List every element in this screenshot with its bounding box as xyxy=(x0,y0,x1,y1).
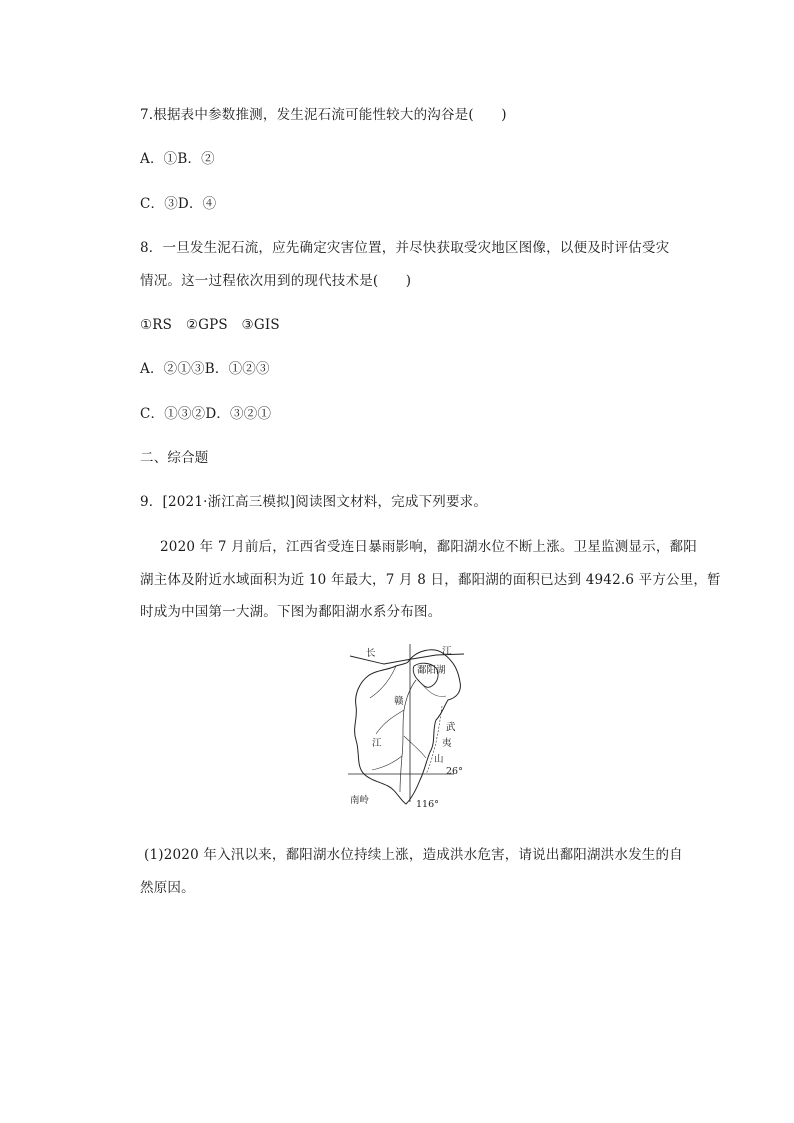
tributary-line xyxy=(372,756,402,770)
map-label-lat-26: 26° xyxy=(446,766,463,777)
q9-material-line1: 2020 年 7 月前后，江西省受连日暴雨影响，鄱阳湖水位不断上涨。卫星监测显示，鄱阳 xyxy=(160,539,697,555)
q7-stem: 7.根据表中参数推测，发生泥石流可能性较大的沟谷是( ) xyxy=(140,107,507,123)
tributary-line xyxy=(376,710,404,734)
q9-material-line3: 时成为中国第一大湖。下图为鄱阳湖水系分布图。 xyxy=(140,604,442,620)
tributary-line xyxy=(370,666,396,698)
q8-options-cd[interactable]: C．①③②D．③②① xyxy=(140,406,272,422)
map-label-lon-116: 116° xyxy=(416,799,439,810)
q8-items: ①RS ②GPS ③GIS xyxy=(140,317,280,333)
map-label-jiang-top: 江 xyxy=(442,646,452,657)
map-label-gan: 赣 xyxy=(394,696,404,707)
q8-stem-line2: 情况。这一过程依次用到的现代技术是( ) xyxy=(140,273,412,289)
map-label-yi: 夷 xyxy=(442,738,452,749)
q9-material-line2: 湖主体及附近水域面积为近 10 年最大，7 月 8 日，鄱阳湖的面积已达到 4942.6 平方公里，暂 xyxy=(140,572,721,588)
tributary-line xyxy=(422,684,446,697)
q9-sub1-line1: (1)2020 年入汛以来，鄱阳湖水位持续上涨，造成洪水危害，请说出鄱阳湖洪水发生的自 xyxy=(144,847,683,863)
q8-options-ab[interactable]: A．②①③B．①②③ xyxy=(140,361,270,377)
q9-sub1-line2: 然原因。 xyxy=(140,880,195,896)
q9-stem: 9．[2021·浙江高三模拟]阅读图文材料，完成下列要求。 xyxy=(140,494,488,510)
section-heading: 二、综合题 xyxy=(140,450,209,466)
map-label-wu: 武 xyxy=(446,722,456,733)
poyang-river-system-map xyxy=(346,640,476,812)
q7-options-ab[interactable]: A．①B．② xyxy=(140,151,215,167)
map-label-poyang-lake: 鄱阳湖 xyxy=(417,665,446,676)
map-label-jiang-mid: 江 xyxy=(372,738,382,749)
tributary-line xyxy=(404,736,426,758)
q8-stem-line1: 8．一旦发生泥石流，应先确定灾害位置，并尽快获取受灾地区图像，以便及时评估受灾 xyxy=(140,240,670,256)
map-label-nanling: 南岭 xyxy=(350,795,370,806)
map-label-shan: 山 xyxy=(434,754,444,765)
map-label-chang: 长 xyxy=(366,648,376,659)
q7-options-cd[interactable]: C．③D．④ xyxy=(140,196,217,212)
